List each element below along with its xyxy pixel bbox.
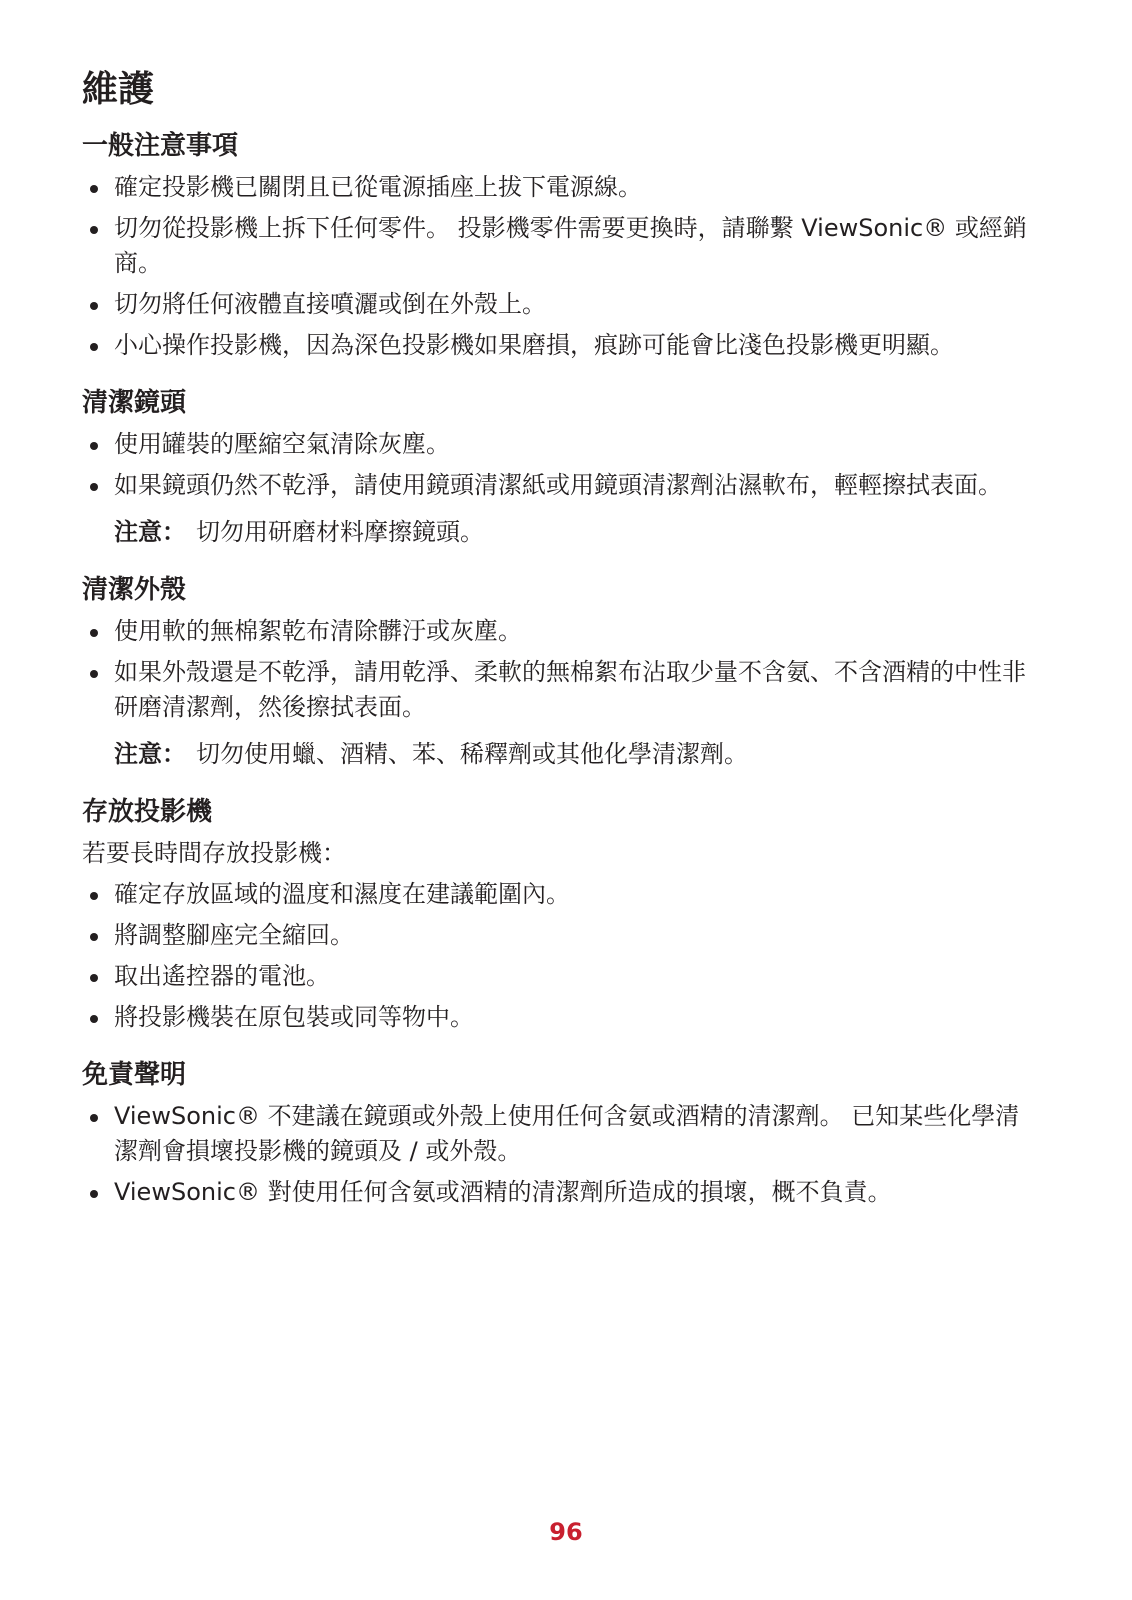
list-item: 將調整腳座完全縮回。 [82, 918, 1042, 953]
list-item: 使用罐裝的壓縮空氣清除灰塵。 [82, 427, 1042, 462]
list-item: 小心操作投影機，因為深色投影機如果磨損，痕跡可能會比淺色投影機更明顯。 [82, 328, 1042, 363]
page-number: 96 [549, 1518, 583, 1546]
note-text: 切勿使用蠟、酒精、苯、稀釋劑或其他化學清潔劑。 [196, 740, 748, 768]
section-cleaning-case [82, 572, 1042, 772]
section-heading: 清潔外殼 [82, 575, 187, 605]
section-heading: 清潔鏡頭 [82, 388, 187, 418]
list-item: 如果外殼還是不乾淨，請用乾淨、柔軟的無棉絮布沾取少量不含氨、不含酒精的中性非研磨清潔劑，然後擦拭表面。 [82, 655, 1042, 725]
list-item: 切勿將任何液體直接噴灑或倒在外殼上。 [82, 287, 1042, 322]
bullet-list [82, 170, 1042, 363]
list-item: 確定投影機已關閉且已從電源插座上拔下電源線。 [82, 170, 1042, 205]
list-item: 取出遙控器的電池。 [82, 959, 1042, 994]
note-text: 切勿用研磨材料摩擦鏡頭。 [196, 518, 484, 546]
list-item: 使用軟的無棉絮乾布清除髒汙或灰塵。 [82, 614, 1042, 649]
section-cleaning-lens [82, 385, 1042, 550]
list-item: 如果鏡頭仍然不乾淨，請使用鏡頭清潔紙或用鏡頭清潔劑沾濕軟布，輕輕擦拭表面。 [82, 468, 1042, 503]
list-item: ViewSonic® 對使用任何含氨或酒精的清潔劑所造成的損壞，概不負責。 [82, 1175, 1042, 1210]
section-heading: 一般注意事項 [82, 131, 239, 161]
bullet-list [82, 614, 1042, 725]
note-label: 注意： [114, 740, 186, 768]
note-label: 注意： [114, 518, 186, 546]
list-item: 將投影機裝在原包裝或同等物中。 [82, 1000, 1042, 1035]
bullet-list [82, 877, 1042, 1035]
list-item: ViewSonic® 不建議在鏡頭或外殼上使用任何含氨或酒精的清潔劑。 已知某些化學清潔劑會損壞投影機的鏡頭及 / 或外殼。 [82, 1099, 1042, 1169]
section-heading: 免責聲明 [82, 1060, 187, 1090]
section-storing-projector [82, 794, 1042, 1035]
page-content [82, 68, 1042, 1232]
section-heading: 存放投影機 [82, 797, 213, 827]
bullet-list [82, 1099, 1042, 1210]
list-item: 確定存放區域的溫度和濕度在建議範圍內。 [82, 877, 1042, 912]
page-title: 維護 [82, 69, 155, 110]
section-general-precautions [82, 128, 1042, 363]
section-disclaimer [82, 1057, 1042, 1210]
list-item: 切勿從投影機上拆下任何零件。 投影機零件需要更換時，請聯繫 ViewSonic® 或經銷商。 [82, 211, 1042, 281]
note [82, 515, 1042, 550]
note [82, 737, 1042, 772]
bullet-list [82, 427, 1042, 503]
section-intro: 若要長時間存放投影機： [82, 839, 346, 867]
